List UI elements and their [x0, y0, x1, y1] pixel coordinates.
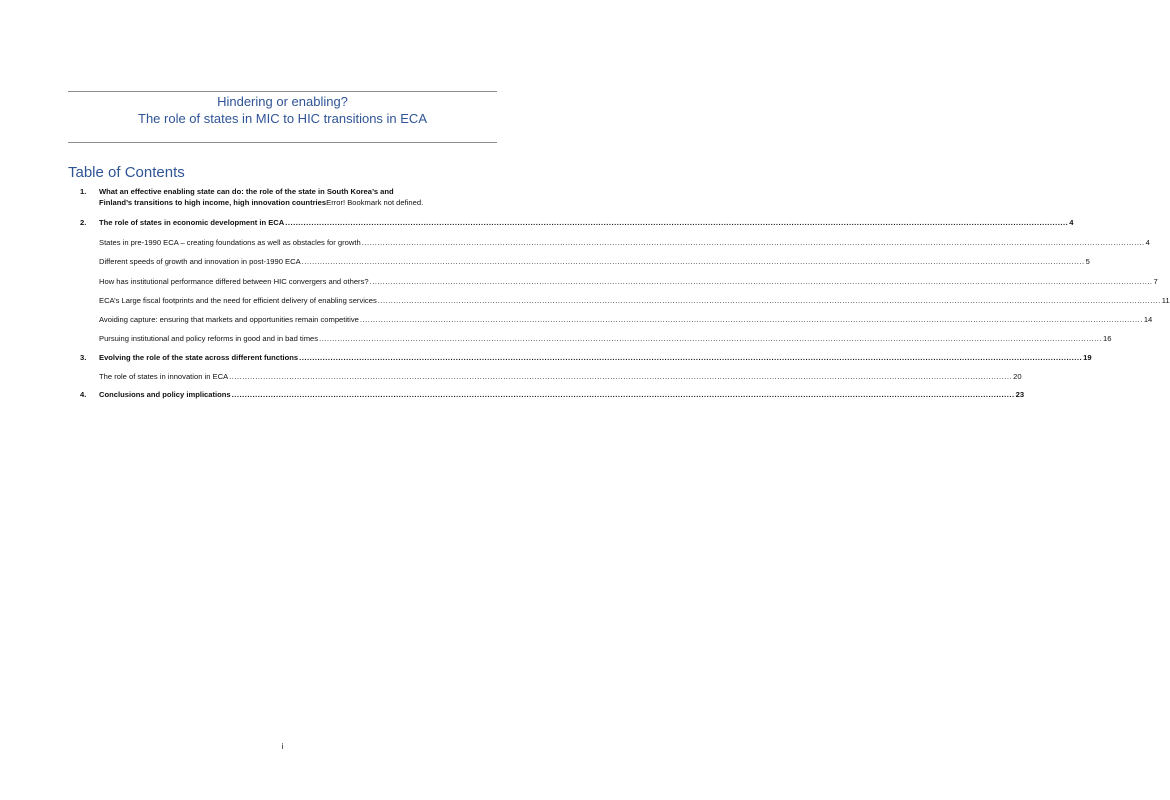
toc-entry-text: How has institutional performance differed between HIC convergers and others?: [99, 277, 369, 286]
title-top-rule: [68, 91, 497, 92]
toc-entry-page: 4: [1145, 238, 1150, 247]
document-title: [68, 93, 497, 127]
toc-dot-leader: ............................................................................................................................................................................................................................................................................................................: [285, 218, 1069, 227]
toc-entry-number: 2.: [80, 218, 87, 227]
toc-entry-text: Evolving the role of the state across different functions: [99, 353, 299, 362]
toc-entry-page: 4: [1069, 218, 1074, 227]
toc-entry-4[interactable]: [68, 390, 1025, 399]
toc-entry-2-5[interactable]: [68, 315, 1153, 324]
toc-entry-page: 20: [1013, 372, 1022, 381]
toc-entry-page: 14: [1143, 315, 1153, 324]
toc-dot-leader: ............................................................................................................................................................................................................................................................................................................: [319, 334, 1103, 343]
toc-entry-3[interactable]: [68, 353, 1092, 362]
toc-entry-text-line-1: What an effective enabling state can do: the role of the state in South Korea’s and: [99, 187, 394, 196]
title-line-2: The role of states in MIC to HIC transitions in ECA: [138, 111, 427, 126]
toc-dot-leader: ............................................................................................................................................................................................................................................................................................................: [361, 238, 1145, 247]
toc-dot-leader: ............................................................................................................................................................................................................................................................................................................: [359, 315, 1143, 324]
toc-entry-2-2[interactable]: [68, 257, 1090, 266]
toc-dot-leader: ............................................................................................................................................................................................................................................................................................................: [299, 353, 1083, 362]
toc-entry-page: 23: [1015, 390, 1025, 399]
toc-entry-2-3[interactable]: [68, 277, 1158, 286]
toc-heading: Table of Contents: [68, 164, 185, 181]
toc-entry-error: Error! Bookmark not defined.: [326, 197, 424, 207]
toc-dot-leader: ............................................................................................................................................................................................................................................................................................................: [301, 257, 1085, 266]
toc-entry-number: 1.: [80, 187, 87, 196]
toc-dot-leader: ............................................................................................................................................................................................................................................................................................................: [229, 372, 1013, 381]
title-line-1: Hindering or enabling?: [217, 94, 348, 109]
toc-entry-number: 4.: [80, 390, 87, 399]
toc-entry-2-6[interactable]: [68, 334, 1112, 343]
toc-entry-text: Conclusions and policy implications: [99, 390, 231, 399]
toc-entry-page: 7: [1153, 277, 1158, 286]
toc-entry-2-4[interactable]: [68, 296, 1170, 305]
toc-entry-text: States in pre-1990 ECA – creating foundations as well as obstacles for growth: [99, 238, 361, 247]
toc-entry-text: The role of states in economic development in ECA: [99, 218, 285, 227]
toc-entry-text-line-2: Finland’s transitions to high income, high innovation countries: [99, 197, 327, 207]
toc-entry-text: Avoiding capture: ensuring that markets and opportunities remain competitive: [99, 315, 359, 324]
toc-entry-text: Different speeds of growth and innovation in post-1990 ECA: [99, 257, 301, 266]
toc-entry-text: The role of states in innovation in ECA: [99, 372, 229, 381]
toc-entry-page: 5: [1085, 257, 1090, 266]
toc-entry-page: 11: [1161, 296, 1170, 305]
page-number: i: [281, 742, 284, 751]
toc-entry-1[interactable]: [68, 187, 497, 208]
toc-dot-leader: ............................................................................................................................................................................................................................................................................................................: [377, 296, 1161, 305]
toc-entry-text: Pursuing institutional and policy reforms in good and in bad times: [99, 334, 319, 343]
toc-entry-2[interactable]: [68, 218, 1074, 227]
toc-entry-text: ECA’s Large fiscal footprints and the need for efficient delivery of enabling services: [99, 296, 377, 305]
toc-entry-3-1[interactable]: [68, 372, 1022, 381]
toc-entry-number: 3.: [80, 353, 87, 362]
toc-entry-page: 19: [1083, 353, 1092, 362]
title-bottom-rule: [68, 142, 497, 143]
toc-entry-2-1[interactable]: [68, 238, 1150, 247]
toc-entry-page: 16: [1103, 334, 1112, 343]
toc-dot-leader: ............................................................................................................................................................................................................................................................................................................: [369, 277, 1153, 286]
toc-dot-leader: ............................................................................................................................................................................................................................................................................................................: [231, 390, 1015, 399]
